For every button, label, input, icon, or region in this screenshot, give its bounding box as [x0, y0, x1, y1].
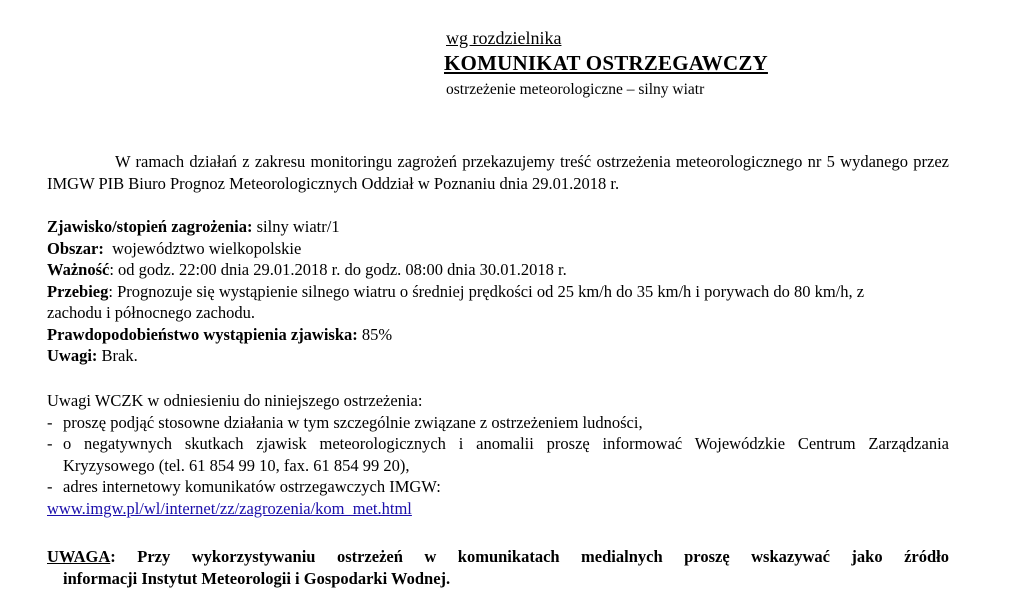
notes-label: Uwagi:	[47, 346, 98, 365]
dash-bullet: -	[47, 434, 53, 453]
wczk-notes	[47, 390, 949, 519]
dash-bullet: -	[47, 477, 53, 496]
wczk-item	[47, 433, 949, 476]
area-row	[47, 238, 949, 260]
imgw-warnings-link[interactable]: www.imgw.pl/wl/internet/zz/zagrozenia/kom_met.html	[47, 498, 412, 518]
course-label: Przebieg	[47, 281, 109, 301]
area-label: Obszar:	[47, 238, 104, 258]
wczk-item	[47, 476, 949, 498]
course-row	[47, 281, 907, 324]
phenomenon-row	[47, 216, 949, 238]
warning-details	[47, 216, 949, 367]
notes-value: Brak.	[97, 346, 138, 365]
area-value: województwo wielkopolskie	[103, 238, 302, 258]
dash-bullet: -	[47, 412, 53, 432]
page-title: KOMUNIKAT OSTRZEGAWCZY	[444, 51, 768, 75]
warning-label: UWAGA	[47, 547, 111, 566]
intro-text: W ramach działań z zakresu monitoringu zagrożeń przekazujemy treść ostrzeżenia meteorologicznego nr 5 wydanego przez IMGW PIB Biuro Prognoz Meteorologicznych Oddział w Poznaniu dnia 29.01.2018 r.	[47, 152, 949, 193]
wczk-heading: Uwagi WCZK w odniesieniu do niniejszego ostrzeżenia:	[47, 391, 423, 410]
phenomenon-value: silny wiatr/1	[252, 217, 340, 236]
intro-paragraph	[47, 151, 949, 194]
notes-row	[47, 345, 949, 367]
wczk-item	[47, 412, 949, 434]
validity-value: : od godz. 22:00 dnia 29.01.2018 r. do godz. 08:00 dnia 30.01.2018 r.	[109, 260, 567, 279]
validity-label: Ważność	[47, 260, 110, 279]
wczk-item-text: adres internetowy komunikatów ostrzegawczych IMGW:	[63, 477, 441, 496]
media-warning-line1	[47, 546, 949, 568]
validity-row	[47, 259, 949, 281]
probability-value: 85%	[357, 324, 393, 344]
media-warning	[47, 546, 949, 589]
page-subtitle: ostrzeżenie meteorologiczne – silny wiatr	[446, 81, 705, 98]
wczk-item-text: proszę podjąć stosowne działania w tym szczególnie związane z ostrzeżeniem ludności,	[63, 412, 643, 432]
wczk-item-text: o negatywnych skutkach zjawisk meteorologicznych i anomalii proszę informować Wojewódzkie Centrum Zarządzania Kryzysowego (tel. 61 854 99 10, fax. 61 854 99 20),	[63, 434, 949, 475]
course-value: : Prognozuje się wystąpienie silnego wiatru o średniej prędkości od 25 km/h do 35 km/h i porywach do 80 km/h, z zachodu i północnego zachodu.	[47, 281, 865, 322]
phenomenon-label: Zjawisko/stopień zagrożenia:	[47, 217, 253, 236]
probability-label: Prawdopodobieństwo wystąpienia zjawiska:	[47, 324, 358, 344]
media-warning-line2: informacji Instytut Meteorologii i Gospodarki Wodnej.	[63, 568, 451, 588]
warning-text: : Przy wykorzystywaniu ostrzeżeń w komunikatach medialnych proszę wskazywać jako źródło	[110, 547, 949, 566]
probability-row	[47, 324, 949, 346]
distribution-note: wg rozdzielnika	[446, 28, 562, 48]
